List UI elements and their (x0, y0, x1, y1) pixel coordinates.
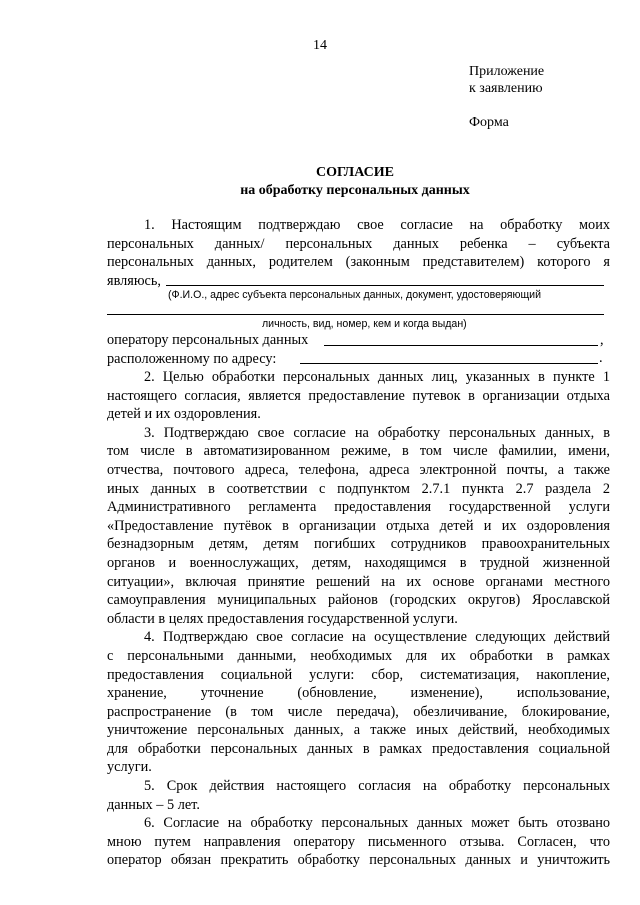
text-line: предоставления социальной услуги: сбор, систематизация, накопление, (107, 666, 610, 683)
form-label: Форма (469, 115, 509, 130)
text-line: органов и военнослужащих, детям, находящимся в трудной жизненной (107, 554, 610, 571)
text-line: уничтожение персональных данных, а также иных действий, необходимых (107, 722, 610, 739)
text-line: 6. Согласие на обработку персональных данных может быть отозвано (144, 815, 610, 832)
paragraph-1 (107, 216, 610, 290)
text-line: данных – 5 лет. (107, 796, 200, 813)
text-line: «Предоставление путёвок в организации отдыха детей и их оздоровления (107, 517, 610, 534)
text-line: том числе в автоматизированном режиме, в том числе фамилии, имени, (107, 443, 610, 460)
text-line: 5. Срок действия настоящего согласия на обработку персональных (144, 778, 610, 795)
fill-line-subject-2 (107, 314, 604, 315)
text-line: безнадзорным детям, детям погибших сотрудников правоохранительных (107, 536, 610, 553)
text-line: хранение, уточнение (обновление, изменение), использование, (107, 685, 610, 702)
text-line: распространение (в том числе передача), обезличивание, блокирование, (107, 703, 610, 720)
period: . (599, 350, 603, 366)
text-line: услуги. (107, 759, 152, 776)
text-line: настоящего согласия, является предоставление путевок в организации отдыха (107, 387, 610, 404)
hint-document: личность, вид, номер, кем и когда выдан) (262, 318, 467, 330)
document-title: СОГЛАСИЕ (316, 165, 394, 180)
text-line: персональных данных/ персональных данных ребенка – субъекта (107, 235, 610, 252)
text-line: 4. Подтверждаю свое согласие на осуществление следующих действий (144, 629, 610, 646)
text-line: области в целях предоставления государственной услуги. (107, 610, 458, 627)
text-line: мною путем направления оператору письменного отзыва. Согласен, что (107, 833, 610, 850)
text-line: детей и их оздоровления. (107, 406, 261, 423)
text-line: являюсь, (107, 272, 161, 289)
text-line: 3. Подтверждаю свое согласие на обработку персональных данных, в (144, 424, 610, 441)
text-line: расположенному по адресу: (107, 350, 277, 367)
text-line: оператор обязан прекратить обработку персональных данных и уничтожить (107, 852, 610, 869)
comma: , (600, 332, 604, 348)
fill-line-operator (324, 345, 598, 346)
text-line: оператору персональных данных (107, 332, 309, 348)
text-line: персональных данных, родителем (законным представителем) которого я (107, 254, 610, 271)
fill-line-subject (166, 285, 604, 286)
text-line: для обработки персональных данных в рамках предоставления социальной (107, 740, 610, 757)
attachment-line-2: к заявлению (469, 81, 543, 96)
document-subtitle: на обработку персональных данных (240, 183, 470, 198)
text-line: иных данных в соответствии с подпунктом 2.7.1 пункта 2.7 раздела 2 (107, 480, 610, 497)
text-line: с персональными данными, необходимых для их обработки в рамках (107, 647, 610, 664)
paragraphs-2-6 (107, 368, 610, 870)
hint-fio: (Ф.И.О., адрес субъекта персональных данных, документ, удостоверяющий (168, 289, 541, 301)
text-line: 2. Целью обработки персональных данных лиц, указанных в пункте 1 (144, 369, 610, 385)
text-line: самоуправления муниципальных районов (городских округов) Ярославской (107, 592, 610, 609)
text-line: 1. Настоящим подтверждаю свое согласие на обработку моих (144, 217, 610, 233)
text-line: отчества, почтового адреса, телефона, адреса электронной почты, а также (107, 461, 610, 478)
text-line: ситуации», включая принятие решений на их основе органами местного (107, 573, 610, 590)
text-line: Административного регламента предоставления государственной услуги (107, 499, 610, 516)
attachment-line-1: Приложение (469, 64, 545, 79)
page-number: 14 (313, 38, 327, 53)
fill-line-address (300, 363, 598, 364)
